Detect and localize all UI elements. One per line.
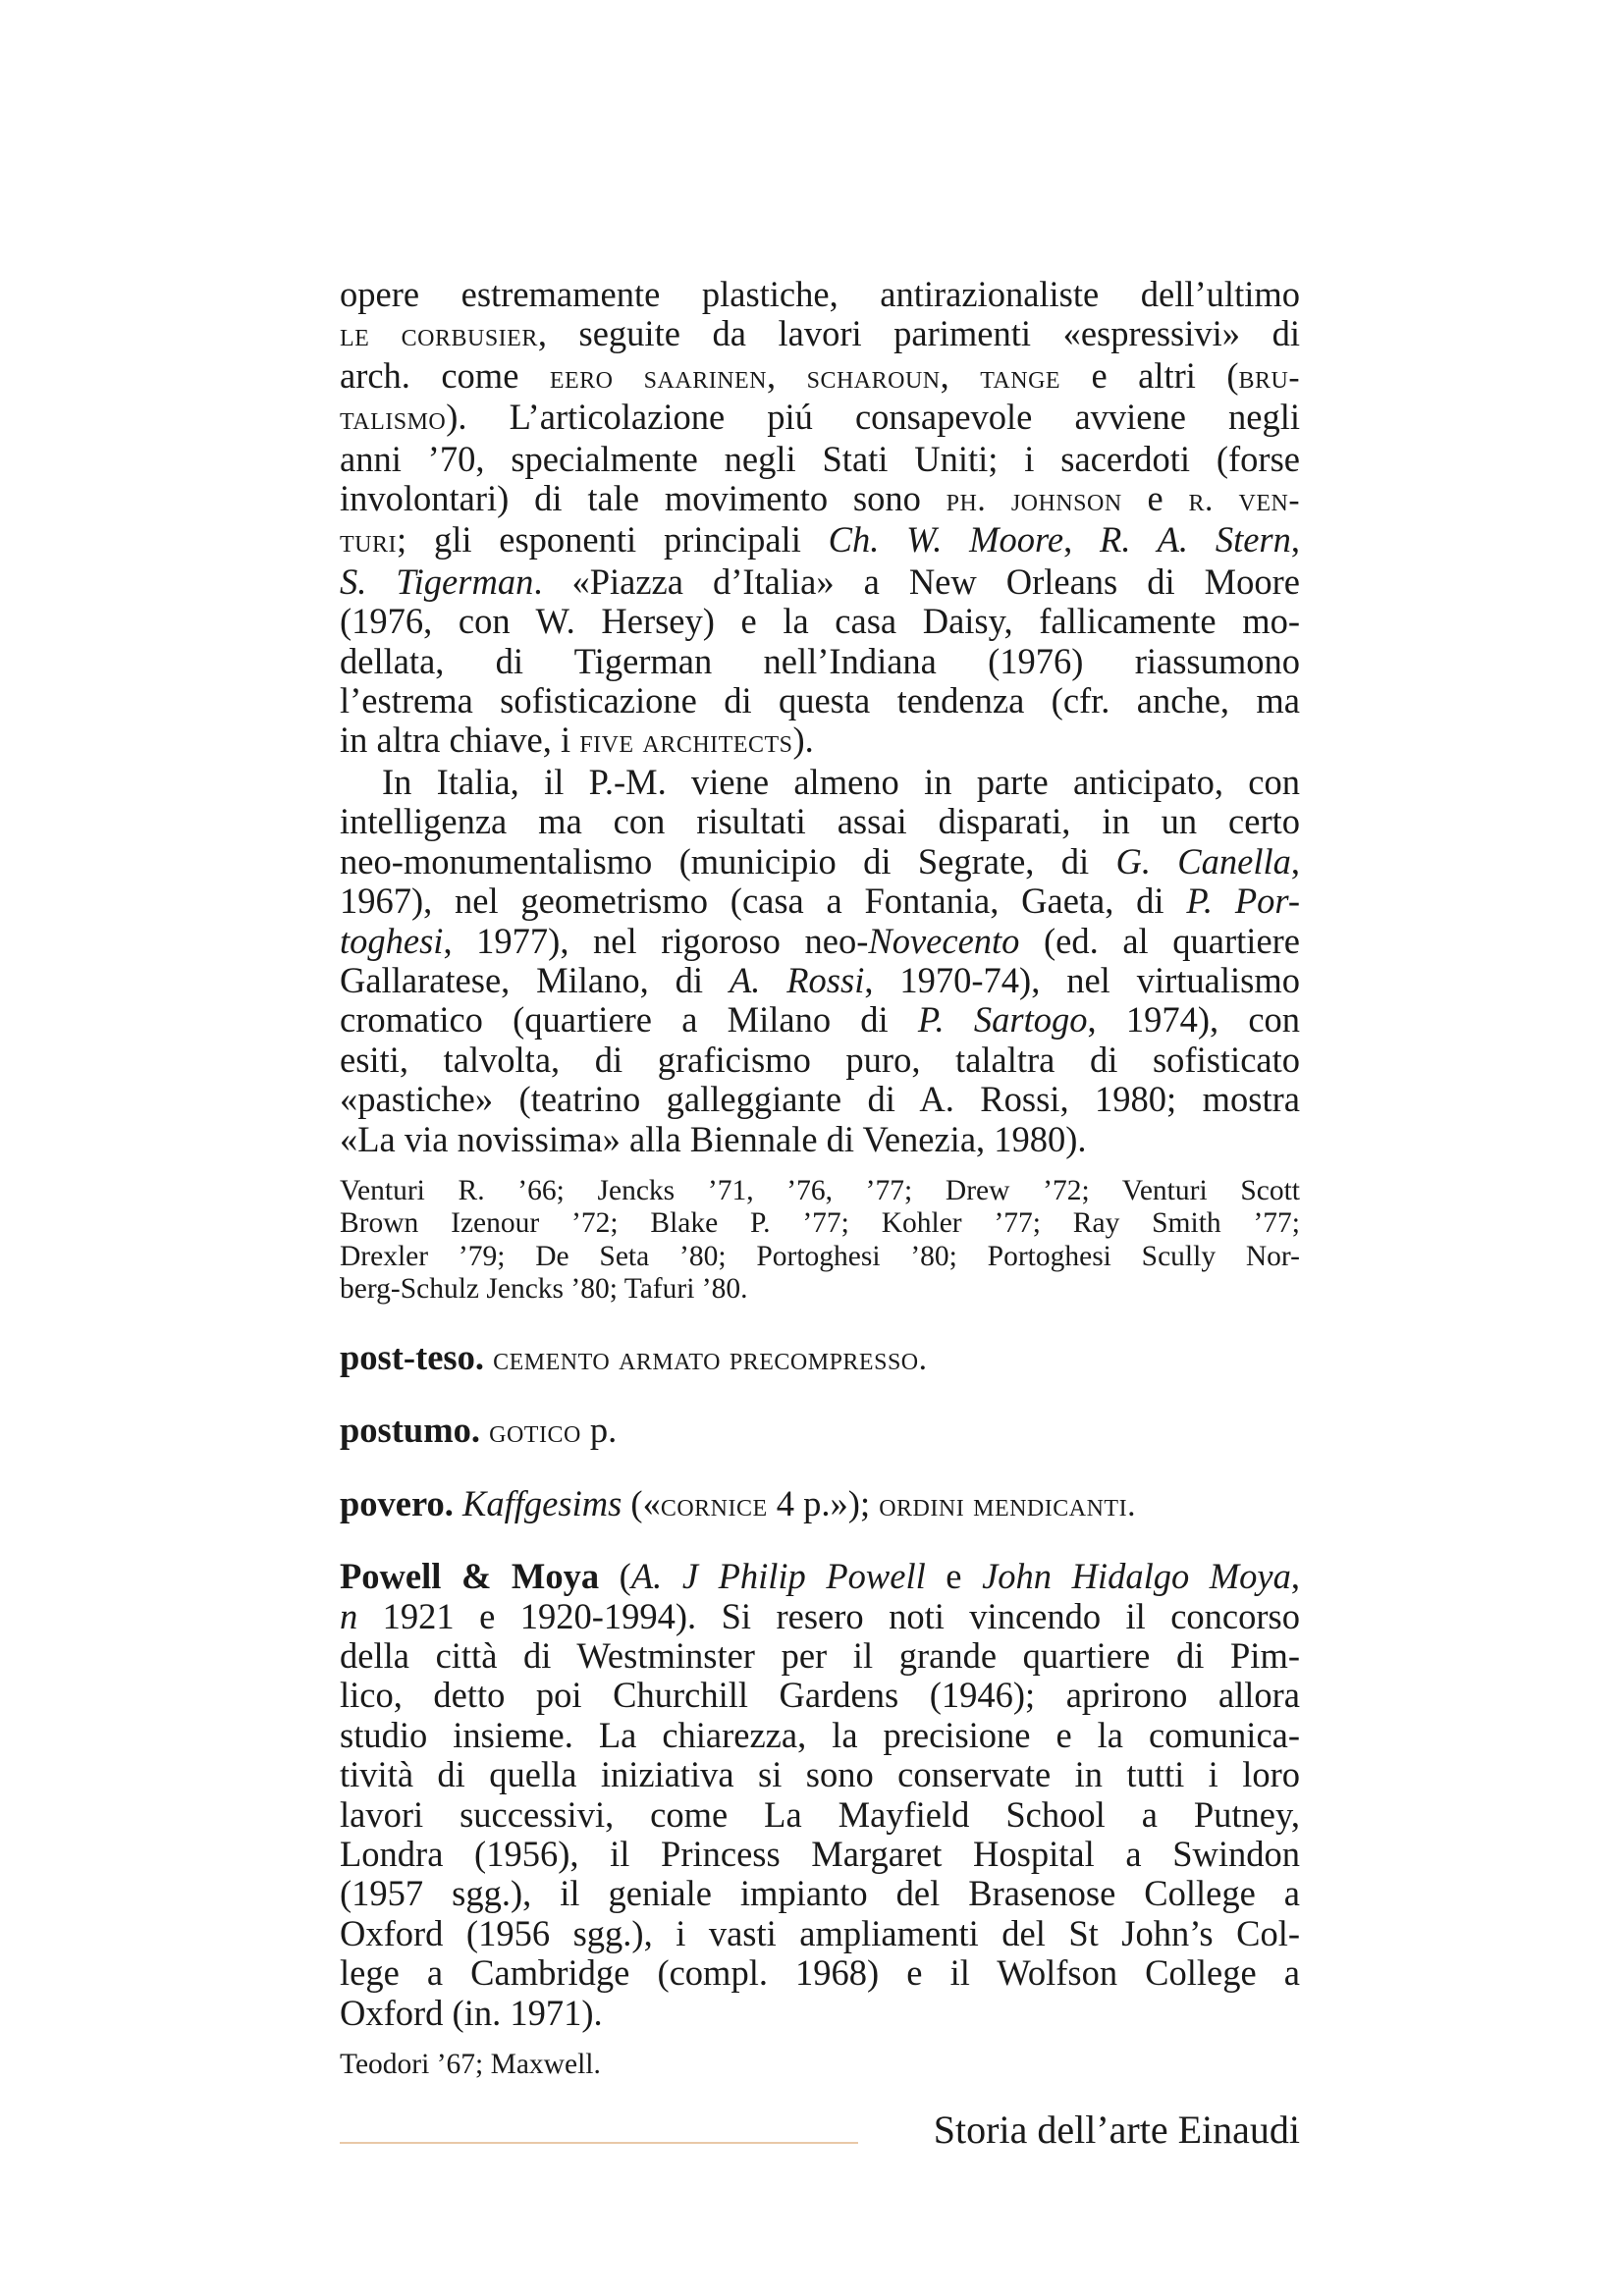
biblio-line: Teodori ’67; Maxwell. <box>340 2049 601 2081</box>
cross-reference[interactable]: bru- <box>1238 358 1301 396</box>
footer-title: Storia dell’arte Einaudi <box>933 2108 1300 2152</box>
entry-headword: post-teso. <box>340 1336 484 1377</box>
text-line: povero. Kaffgesims («cornice 4 p.»); ordini mendicanti. <box>340 1482 1136 1523</box>
text-line: intelligenza ma con risultati assai disparati, in un certo <box>340 801 1300 842</box>
cross-reference[interactable]: ph. johnson <box>946 482 1122 519</box>
cross-reference[interactable]: cemento armato precompresso. <box>493 1340 928 1377</box>
text-line: postumo. gotico p. <box>340 1410 618 1451</box>
cross-reference[interactable]: five architects <box>579 723 793 761</box>
text-line: della città di Westminster per il grande quartiere di Pim- <box>340 1634 1300 1676</box>
text-line: lavori successivi, come La Mayfield School a Putney, <box>340 1793 1300 1835</box>
cross-reference[interactable]: gotico <box>489 1414 581 1451</box>
cross-reference[interactable]: le corbusier <box>340 317 538 354</box>
text-line: studio insieme. La chiarezza, la precisione e la comunica- <box>340 1714 1300 1755</box>
text-line: «La via novissima» alla Biennale di Venezia, 1980). <box>340 1118 1087 1159</box>
text-line: l’estrema sofisticazione di questa tendenza (cfr. anche, ma <box>340 680 1300 721</box>
cross-reference[interactable]: turi <box>340 523 397 561</box>
entry-headword: postumo. <box>340 1410 480 1451</box>
text-line: Oxford (in. 1971). <box>340 1992 603 2033</box>
entry-post-teso <box>340 1338 1300 1379</box>
text-line: «pastiche» (teatrino galleggiante di A. Rossi, 1980; mostra <box>340 1079 1300 1120</box>
text-line: esiti, talvolta, di graficismo puro, talaltra di sofisticato <box>340 1039 1300 1080</box>
text-line: Powell & Moya (A. J Philip Powell e John Hidalgo Moya, <box>340 1556 1301 1597</box>
biblio-line: Venturi R. ’66; Jencks ’71, ’76, ’77; Drew ’72; Venturi Scott <box>340 1174 1300 1206</box>
text-line: n 1921 e 1920-1994). Si resero noti vincendo il concorso <box>340 1595 1300 1636</box>
text-line: toghesi, 1977), nel rigoroso neo-Novecento (ed. al quartiere <box>340 920 1301 961</box>
text-line: involontari) di tale movimento sono ph. johnson e r. ven- <box>340 478 1301 519</box>
text-line: lico, detto poi Churchill Gardens (1946); aprirono allora <box>340 1675 1300 1716</box>
text-line: S. Tigerman. «Piazza d’Italia» a New Orleans di Moore <box>340 561 1300 602</box>
text-line: lege a Cambridge (compl. 1968) e il Wolfson College a <box>340 1952 1300 1994</box>
text-line: talismo). L’articolazione piú consapevole avviene negli <box>340 397 1300 438</box>
entry-headword: povero. <box>340 1482 454 1523</box>
text-line: 1967), nel geometrismo (casa a Fontania, Gaeta, di P. Por- <box>340 881 1300 922</box>
cross-reference[interactable]: tange <box>980 358 1061 396</box>
entry-headword: Powell & Moya <box>340 1556 600 1597</box>
text-line: cromatico (quartiere a Milano di P. Sartogo, 1974), con <box>340 999 1301 1041</box>
biblio-line: Brown Izenour ’72; Blake P. ’77; Kohler ’77; Ray Smith ’77; <box>340 1207 1300 1240</box>
text-line: Londra (1956), il Princess Margaret Hospital a Swindon <box>340 1834 1300 1874</box>
text-line <box>340 1338 1300 1379</box>
biblio-line: Drexler ’79; De Seta ’80; Portoghesi ’80; Portoghesi Scully Nor- <box>340 1240 1300 1272</box>
entry-powell-moya <box>340 1557 1300 2033</box>
text-line: (1957 sgg.), il geniale impianto del Brasenose College a <box>340 1873 1300 1914</box>
text-line: dellata, di Tigerman nell’Indiana (1976) riassumono <box>340 640 1300 681</box>
cross-reference[interactable]: scharoun <box>806 358 941 396</box>
bibliography <box>340 1175 1300 1307</box>
text-line: Oxford (1956 sgg.), i vasti ampliamenti del St John’s Col- <box>340 1912 1300 1953</box>
text-line: turi; gli esponenti principali Ch. W. Moore, R. A. Stern, <box>340 519 1301 561</box>
text-line: arch. come eero saarinen, scharoun, tange e altri (bru- <box>340 354 1301 396</box>
biblio-line: berg-Schulz Jencks ’80; Tafuri ’80. <box>340 1273 748 1306</box>
text-line: le corbusier, seguite da lavori parimenti «espressivi» di <box>340 313 1300 354</box>
text-line: anni ’70, specialmente negli Stati Uniti; i sacerdoti (forse <box>340 438 1300 479</box>
postmodern-continued-paragraph <box>340 275 1300 763</box>
text-line: opere estremamente plastiche, antirazionaliste dell’ultimo <box>340 274 1300 314</box>
cross-reference[interactable]: ordini mendicanti. <box>879 1486 1136 1523</box>
cross-reference[interactable]: r. ven- <box>1188 482 1301 519</box>
text-line: tività di quella iniziativa si sono conservate in tutti i loro <box>340 1754 1300 1795</box>
text-line: in altra chiave, i five architects). <box>340 720 814 761</box>
cross-reference[interactable]: talismo <box>340 400 447 438</box>
page-footer <box>340 2101 1300 2160</box>
entry-postumo <box>340 1411 1300 1452</box>
page-body <box>340 275 1300 2082</box>
text-line: neo-monumentalismo (municipio di Segrate, di G. Canella, <box>340 840 1301 881</box>
cross-reference[interactable]: eero saarinen <box>549 358 768 396</box>
text-line: (1976, con W. Hersey) e la casa Daisy, fallicamente mo- <box>340 601 1300 642</box>
text-line: Gallaratese, Milano, di A. Rossi, 1970-74), nel virtualismo <box>340 959 1300 1000</box>
footer-rule <box>340 2142 858 2144</box>
text-line: In Italia, il P.-M. viene almeno in parte anticipato, con <box>382 761 1300 802</box>
bibliography <box>340 2049 1300 2082</box>
entry-povero <box>340 1484 1300 1525</box>
cross-reference[interactable]: cornice <box>660 1486 768 1523</box>
italy-paragraph <box>340 763 1300 1159</box>
